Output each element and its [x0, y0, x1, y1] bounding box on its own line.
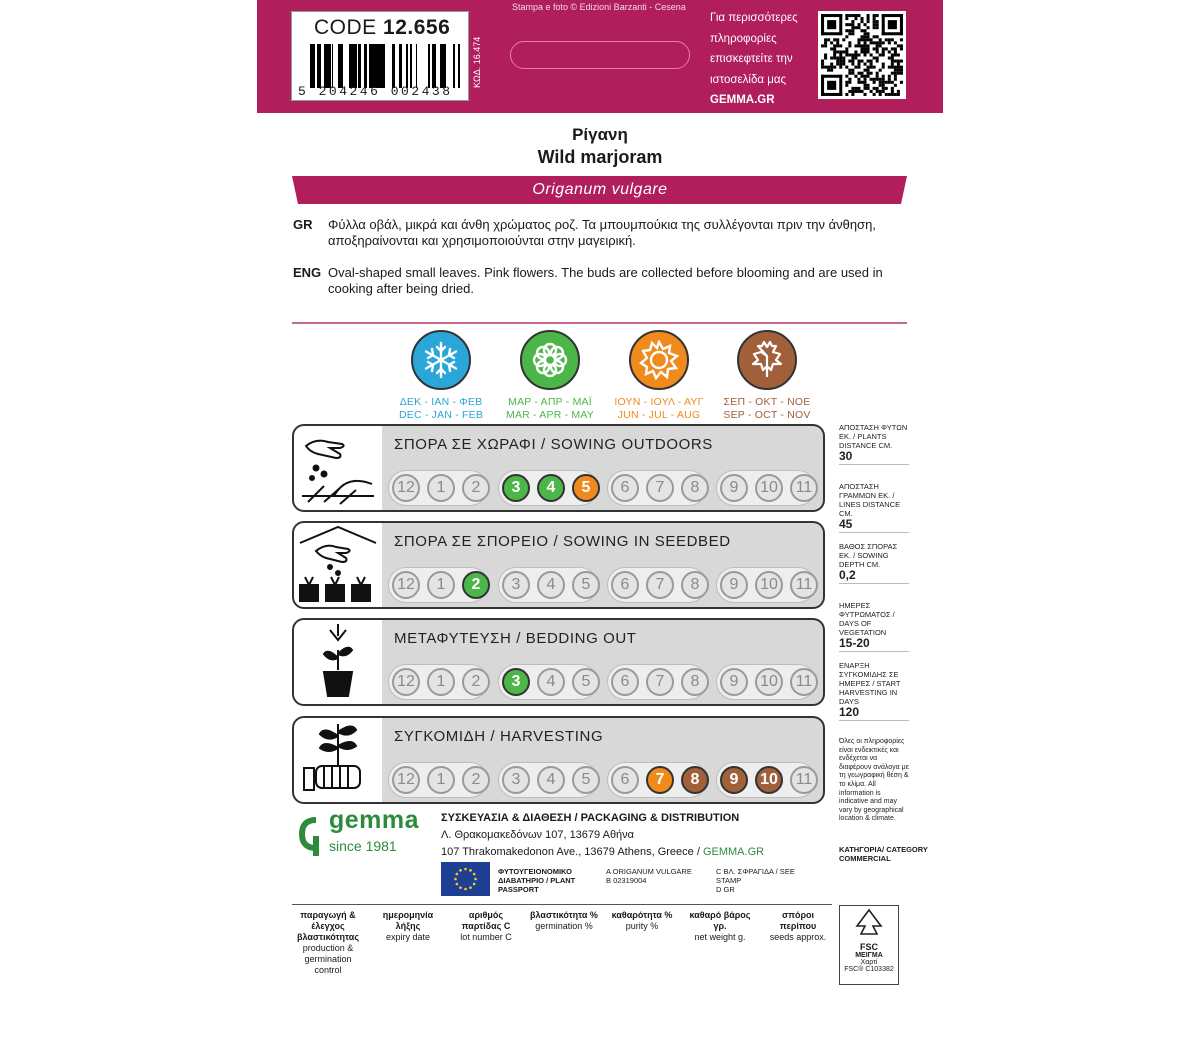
month-6: 6	[611, 668, 639, 696]
activity-row-bedding-out	[292, 618, 825, 706]
month-9: 9	[720, 474, 748, 502]
packaging-info: ΣΥΣΚΕΥΑΣΙΑ & ΔΙΑΘΕΣΗ / PACKAGING & DISTRIBUTION Λ. Θρακομακεδόνων 107, 13679 Αθήνα 107 Thrakomakedonon Ave., 13679 Athens, Greece / GEMMA.GR	[441, 812, 765, 858]
spec-lot: αριθμός παρτίδας C lot number C	[460, 910, 512, 942]
month-11: 11	[790, 668, 818, 696]
activity-panel	[382, 716, 825, 804]
spec-expiry: ημερομηνία λήξης expiry date	[382, 910, 434, 942]
month-11: 11	[790, 766, 818, 794]
seedbed-icon	[292, 521, 384, 609]
sowing-outdoors-icon	[292, 424, 384, 512]
month-9: 9	[720, 668, 748, 696]
spec-net-weight: καθαρό βάρος γρ. net weight g.	[689, 910, 751, 942]
month-5: 5	[572, 766, 600, 794]
side-info-sowing-depth: ΒΑΘΟΣ ΣΠΟΡΑΣ ΕΚ. / SOWING DEPTH CM. 0,2	[839, 542, 909, 584]
activity-title: ΣΥΓΚΟΜΙΔΗ / HARVESTING	[394, 728, 604, 745]
specs-divider	[292, 904, 832, 905]
season-spring: ΜΑΡ - ΑΠΡ - ΜΑΪ MAR - APR - MAY	[502, 330, 598, 422]
fsc-tree-icon	[851, 906, 887, 940]
month-7: 7	[646, 766, 674, 794]
month-11: 11	[790, 571, 818, 599]
divider	[292, 322, 907, 324]
barcode-digits: 5 204246 002438	[298, 84, 453, 99]
month-7: 7	[646, 474, 674, 502]
activity-title: ΜΕΤΑΦΥΤΕΥΣΗ / BEDDING OUT	[394, 630, 637, 647]
month-11: 11	[790, 474, 818, 502]
sun-icon	[629, 330, 689, 390]
month-10: 10	[755, 474, 783, 502]
month-1: 1	[427, 571, 455, 599]
plant-name-gr: Ρίγανη	[572, 125, 628, 144]
latin-name: Origanum vulgare	[532, 181, 668, 198]
bedding-out-icon	[292, 618, 384, 706]
seed-packet	[257, 0, 943, 1040]
month-6: 6	[611, 766, 639, 794]
month-3: 3	[502, 571, 530, 599]
activity-row-harvesting	[292, 716, 825, 804]
month-4: 4	[537, 571, 565, 599]
month-12: 12	[392, 668, 420, 696]
activity-panel	[382, 424, 825, 512]
month-2: 2	[462, 668, 490, 696]
month-6: 6	[611, 474, 639, 502]
brand-name: gemma	[329, 806, 420, 834]
month-3: 3	[502, 474, 530, 502]
description-en: ENG Oval-shaped small leaves. Pink flowers. The buds are collected before blooming and are used in cooking after being dried.	[293, 265, 883, 296]
category: ΚΑΤΗΓΟΡΙΑ/ CATEGORY COMMERCIAL	[839, 845, 928, 863]
month-5: 5	[572, 571, 600, 599]
month-12: 12	[392, 474, 420, 502]
month-8: 8	[681, 668, 709, 696]
season-summer: ΙΟΥΝ - ΙΟΥΛ - ΑΥΓ JUN - JUL - AUG	[611, 330, 707, 422]
visit-info: Για περισσότερες πληροφορίες επισκεφτείτε την ιστοσελίδα μας GEMMA.GR	[710, 12, 798, 106]
season-autumn: ΣΕΠ - ΟΚΤ - ΝΟΕ SEP - OCT - NOV	[719, 330, 815, 422]
brand-since: since 1981	[329, 838, 397, 854]
disclaimer: Όλες οι πληροφορίες είναι ενδεικτικές και ενδέχεται να διαφέρουν ανάλογα με τη γεωγραφική θέση & το κλίμα. All information is indicative and may vary by geographical location & climate.	[839, 738, 909, 823]
hang-hole	[510, 41, 690, 69]
plant-name-en: Wild marjoram	[537, 147, 663, 167]
month-2: 2	[462, 571, 490, 599]
activity-title: ΣΠΟΡΑ ΣΕ ΧΩΡΑΦΙ / SOWING OUTDOORS	[394, 436, 713, 453]
season-winter: ΔΕΚ - ΙΑΝ - ΦΕΒ DEC - JAN - FEB	[393, 330, 489, 422]
month-7: 7	[646, 571, 674, 599]
month-2: 2	[462, 474, 490, 502]
eu-flag-icon	[441, 862, 490, 896]
kod-label: ΚΩΔ. 16.474	[472, 36, 482, 88]
month-9: 9	[720, 766, 748, 794]
spec-seeds: σπόροι περίπου seeds approx.	[769, 910, 827, 942]
month-8: 8	[681, 766, 709, 794]
fsc-badge: FSC ΜΕΙΓΜΑ Χαρτί FSC® C103382	[839, 905, 899, 985]
month-1: 1	[427, 766, 455, 794]
side-info-plants-distance: ΑΠΟΣΤΑΣΗ ΦΥΤΩΝ ΕΚ. / PLANTS DISTANCE CM. 30	[839, 423, 908, 463]
print-credit: Stampa e foto © Edizioni Barzanti - Cesena	[512, 2, 686, 12]
month-3: 3	[502, 668, 530, 696]
side-info-start-harvesting: ΕΝΑΡΞΗ ΣΥΓΚΟΜΙΔΗΣ ΣΕ ΗΜΕΡΕΣ / START HARVESTING IN DAYS 120	[839, 661, 909, 721]
month-6: 6	[611, 571, 639, 599]
month-12: 12	[392, 571, 420, 599]
month-4: 4	[537, 668, 565, 696]
month-7: 7	[646, 668, 674, 696]
barcode-icon	[310, 44, 460, 88]
month-8: 8	[681, 571, 709, 599]
header-band	[257, 0, 943, 113]
spec-purity: καθαρότητα % purity %	[611, 910, 673, 931]
activity-row-sowing-outdoors	[292, 424, 825, 512]
activity-panel	[382, 521, 825, 609]
snowflake-icon	[411, 330, 471, 390]
month-9: 9	[720, 571, 748, 599]
month-3: 3	[502, 766, 530, 794]
description-gr: GR Φύλλα οβάλ, μικρά και άνθη χρώματος ροζ. Τα μπουμπούκια της συλλέγονται πριν την άνθηση, αποξηραίνονται και χρησιμοποιούνται στην μαγειρική.	[293, 217, 876, 248]
month-5: 5	[572, 474, 600, 502]
side-info-days-vegetation: ΗΜΕΡΕΣ ΦΥΤΡΩΜΑΤΟΣ / DAYS OF VEGETATION 15-20	[839, 601, 909, 652]
spec-germination: βλαστικότητα % germination %	[530, 910, 598, 931]
month-8: 8	[681, 474, 709, 502]
harvesting-icon	[292, 716, 384, 804]
activity-panel	[382, 618, 825, 706]
activity-title: ΣΠΟΡΑ ΣΕ ΣΠΟΡΕΙΟ / SOWING IN SEEDBED	[394, 533, 731, 550]
leaf-icon	[737, 330, 797, 390]
month-10: 10	[755, 668, 783, 696]
month-5: 5	[572, 668, 600, 696]
month-4: 4	[537, 474, 565, 502]
website-link[interactable]: GEMMA.GR	[702, 846, 765, 858]
barcode-box	[291, 11, 469, 101]
month-1: 1	[427, 668, 455, 696]
spec-production: παραγωγή & έλεγχος βλαστικότητας production & germination control	[296, 910, 360, 975]
month-1: 1	[427, 474, 455, 502]
qr-code-icon	[818, 11, 906, 99]
month-2: 2	[462, 766, 490, 794]
activity-row-sowing-seedbed	[292, 521, 825, 609]
month-4: 4	[537, 766, 565, 794]
month-10: 10	[755, 766, 783, 794]
month-10: 10	[755, 571, 783, 599]
flower-icon	[520, 330, 580, 390]
product-code: CODE 12.656	[314, 16, 451, 39]
side-info-lines-distance: ΑΠΟΣΤΑΣΗ ΓΡΑΜΜΩΝ ΕΚ. / LINES DISTANCE CM. 45	[839, 482, 909, 533]
plant-passport: ΦΥΤΟΥΓΕΙΟΝΟΜΙΚΟ ΔΙΑΒΑΤΗΡΙΟ / PLANT PASSPORT A ORIGANUM VULGARE B 02319004 C ΒΛ. ΣΦΡΑΓΙΔΑ / SEE STAMP D GR	[441, 862, 821, 896]
month-12: 12	[392, 766, 420, 794]
